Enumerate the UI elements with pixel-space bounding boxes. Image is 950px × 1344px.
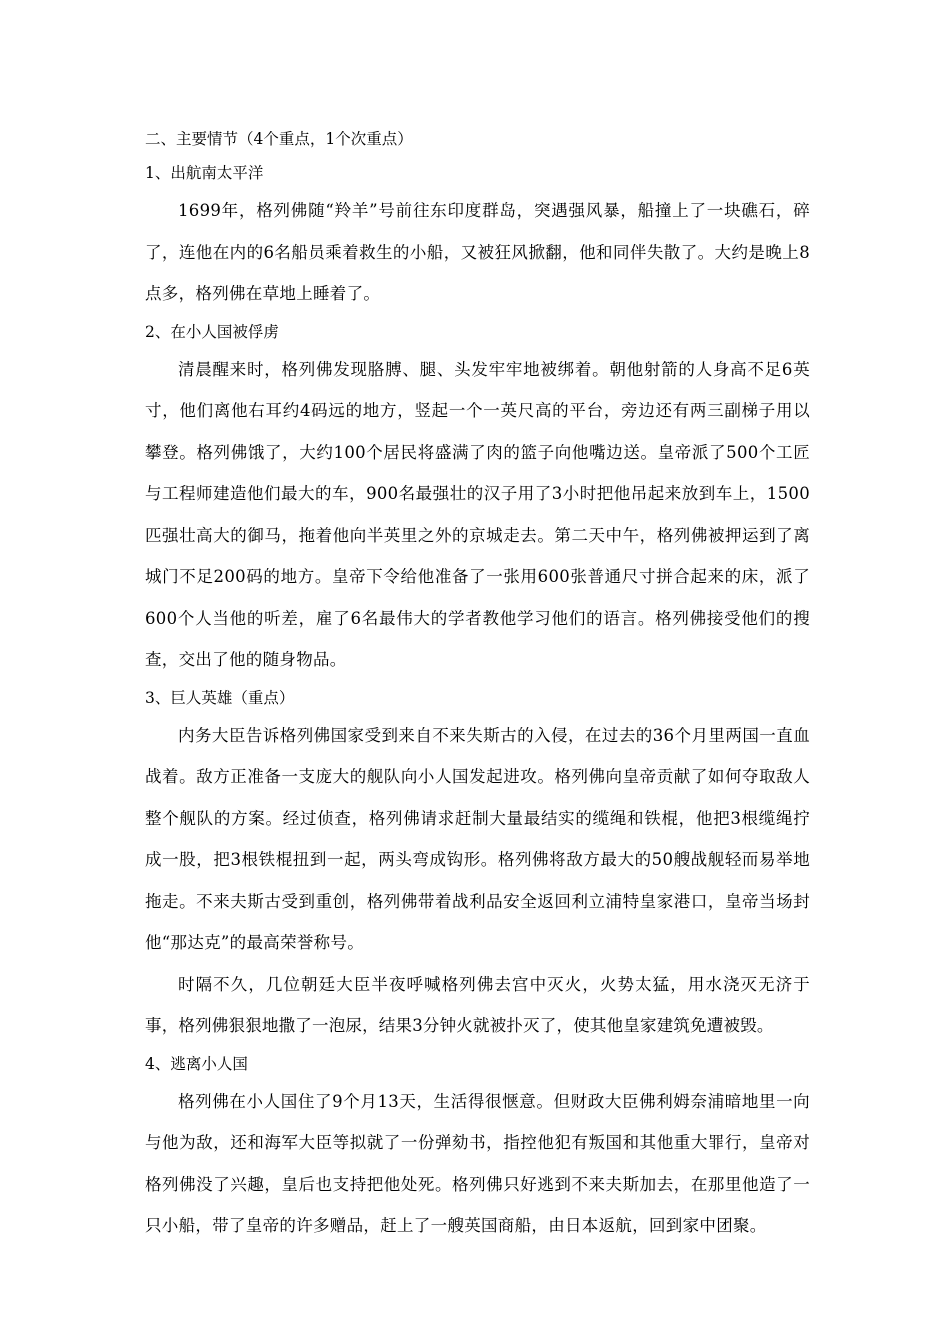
paragraph-1: 1699年，格列佛随“羚羊”号前往东印度群岛，突遇强风暴，船撞上了一块礁石，碎了，连他在内的6名船员乘着救生的小船，又被狂风掀翻，他和同伴失散了。大约是晚上8点多，格列佛在草地上睡着了。	[145, 201, 810, 303]
paragraph-4: 时隔不久，几位朝廷大臣半夜呼喊格列佛去宫中灭火，火势太猛，用水浇灭无济于事，格列佛狠狠地撒了一泡尿，结果3分钟火就被扑灭了，使其他皇家建筑免遭被毁。	[145, 974, 810, 1035]
document-body	[145, 122, 810, 1247]
subsection-heading-4: 4、逃离小人国	[145, 1054, 248, 1073]
section-title: 二、主要情节（4个重点，1个次重点）	[145, 130, 413, 148]
subsection-heading-2: 2、在小人国被俘虏	[145, 322, 279, 341]
paragraph-2: 清晨醒来时，格列佛发现胳膊、腿、头发牢牢地被绑着。朝他射箭的人身高不足6英寸，他们离他右耳约4码远的地方，竖起一个一英尺高的平台，旁边还有两三副梯子用以攀登。格列佛饿了，大约100个居民将盛满了肉的篮子向他嘴边送。皇帝派了500个工匠与工程师建造他们最大的车，900名最强壮的汉子用了3小时把他吊起来放到车上，1500匹强壮高大的御马，拖着他向半英里之外的京城走去。第二天中午，格列佛被押运到了离城门不足200码的地方。皇帝下令给他准备了一张用600张普通尺寸拼合起来的床，派了600个人当他的听差，雇了6名最伟大的学者教他学习他们的语言。格列佛接受他们的搜查，交出了他的随身物品。	[145, 359, 810, 669]
subsection-heading-1: 1、出航南太平洋	[145, 164, 264, 182]
subsection-heading-3: 3、巨人英雄（重点）	[145, 688, 295, 707]
paragraph-5: 格列佛在小人国住了9个月13天，生活得很惬意。但财政大臣佛利姆奈浦暗地里一向与他为敌，还和海军大臣等拟就了一份弹劾书，指控他犯有叛国和其他重大罪行，皇帝对格列佛没了兴趣，皇后也支持把他处死。格列佛只好逃到不来夫斯加去，在那里他造了一只小船，带了皇帝的许多赠品，赶上了一艘英国商船，由日本返航，回到家中团聚。	[145, 1091, 810, 1235]
paragraph-3: 内务大臣告诉格列佛国家受到来自不来失斯古的入侵，在过去的36个月里两国一直血战着。敌方正准备一支庞大的舰队向小人国发起进攻。格列佛向皇帝贡献了如何夺取敌人整个舰队的方案。经过侦查，格列佛请求赶制大量最结实的缆绳和铁棍，他把3根缆绳拧成一股，把3根铁棍扭到一起，两头弯成钩形。格列佛将敌方最大的50艘战舰轻而易举地拖走。不来夫斯古受到重创，格列佛带着战利品安全返回利立浦特皇家港口，皇帝当场封他“那达克”的最高荣誉称号。	[145, 725, 810, 952]
